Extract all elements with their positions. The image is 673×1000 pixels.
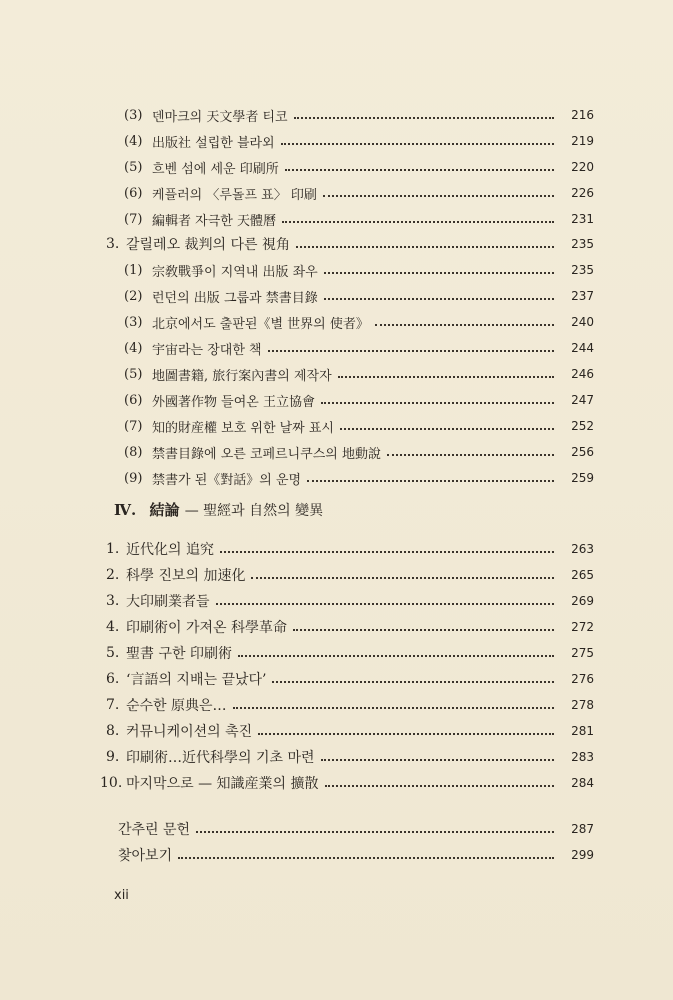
page-number: 235 bbox=[571, 237, 594, 251]
item-number: (3) bbox=[124, 107, 143, 123]
item-title: 編輯者 자극한 天體曆 bbox=[152, 213, 276, 229]
toc-line bbox=[124, 182, 594, 204]
page-number: 281 bbox=[571, 724, 594, 738]
leader-dots bbox=[293, 628, 554, 631]
leader-dots bbox=[220, 550, 554, 553]
page-number: 265 bbox=[571, 568, 594, 582]
item-title: 印刷術이 가져온 科學革命 bbox=[126, 620, 287, 636]
toc-line bbox=[106, 642, 594, 664]
page-number: 276 bbox=[571, 672, 594, 686]
toc-section-line bbox=[106, 233, 594, 255]
leader-dots bbox=[296, 245, 554, 248]
toc-line bbox=[124, 259, 594, 281]
toc-line bbox=[106, 590, 594, 612]
toc-line bbox=[124, 363, 594, 385]
item-title: 禁書目錄에 오른 코페르니쿠스의 地動說 bbox=[152, 446, 381, 462]
item-title: ‘言語의 지배는 끝났다’ bbox=[126, 672, 267, 688]
toc-line bbox=[124, 389, 594, 411]
leader-dots bbox=[321, 401, 554, 404]
page-number: 219 bbox=[571, 134, 594, 148]
item-title: 地圖書籍, 旅行案內書의 제작자 bbox=[152, 368, 332, 384]
page-number: 287 bbox=[571, 822, 594, 836]
item-title: 宗敎戰爭이 지역내 出版 좌우 bbox=[152, 264, 318, 280]
leader-dots bbox=[268, 349, 554, 352]
item-title: 大印刷業者들 bbox=[126, 594, 210, 610]
leader-dots bbox=[272, 680, 554, 683]
toc-line bbox=[106, 668, 594, 690]
toc-line bbox=[106, 746, 594, 768]
toc-line bbox=[124, 337, 594, 359]
leader-dots bbox=[178, 856, 554, 859]
item-title: 知的財産權 보호 위한 날짜 표시 bbox=[152, 420, 334, 436]
section-title: 갈릴레오 裁判의 다른 視角 bbox=[126, 237, 291, 253]
item-number: (3) bbox=[124, 314, 143, 330]
page-number: 244 bbox=[571, 341, 594, 355]
item-number: (1) bbox=[124, 262, 143, 278]
item-number: 10. bbox=[100, 775, 123, 791]
page-number: 272 bbox=[571, 620, 594, 634]
item-title: 近代化의 追究 bbox=[126, 542, 214, 558]
item-number: (7) bbox=[124, 211, 143, 227]
toc-line bbox=[118, 818, 594, 840]
page-number: 231 bbox=[571, 212, 594, 226]
page-number: 278 bbox=[571, 698, 594, 712]
leader-dots bbox=[321, 758, 554, 761]
item-number: (6) bbox=[124, 185, 143, 201]
page-number: 216 bbox=[571, 108, 594, 122]
item-title: 런던의 出版 그룹과 禁書目錄 bbox=[152, 290, 318, 306]
leader-dots bbox=[251, 576, 554, 579]
toc-line bbox=[124, 208, 594, 230]
leader-dots bbox=[282, 220, 554, 223]
leader-dots bbox=[340, 427, 554, 430]
leader-dots bbox=[258, 732, 554, 735]
page-number: 220 bbox=[571, 160, 594, 174]
item-number: 1. bbox=[106, 541, 120, 557]
chapter-subtitle: — 聖經과 自然의 變異 bbox=[184, 503, 324, 519]
item-number: (4) bbox=[124, 340, 143, 356]
page-number: 263 bbox=[571, 542, 594, 556]
item-title: 北京에서도 출판된《별 世界의 使者》 bbox=[152, 316, 369, 332]
item-number: (4) bbox=[124, 133, 143, 149]
leader-dots bbox=[196, 830, 554, 833]
leader-dots bbox=[281, 142, 554, 145]
section-number: 3. bbox=[106, 236, 120, 252]
item-title: 순수한 原典은… bbox=[126, 698, 227, 714]
chapter-number: Ⅳ. bbox=[114, 501, 137, 519]
item-title: 찾아보기 bbox=[118, 848, 173, 864]
leader-dots bbox=[324, 297, 554, 300]
item-title: 印刷術…近代科學의 기초 마련 bbox=[126, 750, 315, 766]
item-title: 外國著作物 들여온 王立協會 bbox=[152, 394, 315, 410]
toc-line bbox=[124, 104, 594, 126]
page-number: 299 bbox=[571, 848, 594, 862]
leader-dots bbox=[324, 271, 554, 274]
item-number: (5) bbox=[124, 159, 143, 175]
leader-dots bbox=[323, 194, 554, 197]
toc-line bbox=[100, 772, 594, 794]
item-number: 8. bbox=[106, 723, 120, 739]
page-number: 284 bbox=[571, 776, 594, 790]
item-title: 케플러의 〈루돌프 표〉 印刷 bbox=[152, 187, 317, 203]
page-number: 226 bbox=[571, 186, 594, 200]
leader-dots bbox=[294, 116, 554, 119]
item-title: 科學 진보의 加速化 bbox=[126, 568, 246, 584]
toc-line bbox=[106, 538, 594, 560]
toc-line bbox=[106, 564, 594, 586]
toc-line bbox=[124, 285, 594, 307]
page-number: 275 bbox=[571, 646, 594, 660]
chapter-title: 結論 bbox=[149, 501, 180, 519]
page-number: 246 bbox=[571, 367, 594, 381]
page-number: 256 bbox=[571, 445, 594, 459]
item-number: 7. bbox=[106, 697, 120, 713]
item-number: (7) bbox=[124, 418, 143, 434]
toc-line bbox=[124, 415, 594, 437]
toc-line bbox=[124, 311, 594, 333]
toc-line bbox=[124, 156, 594, 178]
page-number: 259 bbox=[571, 471, 594, 485]
item-number: (9) bbox=[124, 470, 143, 486]
leader-dots bbox=[387, 453, 554, 456]
item-number: 3. bbox=[106, 593, 120, 609]
leader-dots bbox=[375, 323, 554, 326]
item-title: 宇宙라는 장대한 책 bbox=[152, 342, 262, 358]
folio: xii bbox=[114, 888, 129, 903]
toc-line bbox=[124, 467, 594, 489]
item-number: 5. bbox=[106, 645, 120, 661]
leader-dots bbox=[338, 375, 554, 378]
page-number: 247 bbox=[571, 393, 594, 407]
item-number: 4. bbox=[106, 619, 120, 635]
leader-dots bbox=[307, 479, 554, 482]
page-number: 252 bbox=[571, 419, 594, 433]
item-title: 덴마크의 天文學者 티코 bbox=[152, 109, 288, 125]
page-number: 269 bbox=[571, 594, 594, 608]
item-title: 흐벤 섬에 세운 印刷所 bbox=[152, 161, 279, 177]
leader-dots bbox=[233, 706, 554, 709]
item-number: (2) bbox=[124, 288, 143, 304]
leader-dots bbox=[216, 602, 554, 605]
page-number: 235 bbox=[571, 263, 594, 277]
item-title: 聖書 구한 印刷術 bbox=[126, 646, 232, 662]
item-number: 9. bbox=[106, 749, 120, 765]
leader-dots bbox=[285, 168, 554, 171]
item-title: 禁書가 된《對話》의 운명 bbox=[152, 472, 302, 488]
leader-dots bbox=[325, 784, 555, 787]
item-number: (6) bbox=[124, 392, 143, 408]
page-number: 240 bbox=[571, 315, 594, 329]
toc-line bbox=[106, 720, 594, 742]
page-number: 237 bbox=[571, 289, 594, 303]
item-title: 간추린 문헌 bbox=[118, 822, 191, 838]
item-number: (5) bbox=[124, 366, 143, 382]
toc-line bbox=[124, 441, 594, 463]
page-number: 283 bbox=[571, 750, 594, 764]
toc-line bbox=[124, 130, 594, 152]
chapter-heading bbox=[114, 499, 323, 520]
item-number: 2. bbox=[106, 567, 120, 583]
item-number: 6. bbox=[106, 671, 120, 687]
item-title: 마지막으로 — 知識産業의 擴散 bbox=[126, 776, 319, 792]
toc-line bbox=[106, 616, 594, 638]
item-title: 出版社 설립한 블라외 bbox=[152, 135, 275, 151]
item-title: 커뮤니케이션의 촉진 bbox=[126, 724, 253, 740]
toc-line bbox=[106, 694, 594, 716]
item-number: (8) bbox=[124, 444, 143, 460]
toc-line bbox=[118, 844, 594, 866]
leader-dots bbox=[238, 654, 554, 657]
